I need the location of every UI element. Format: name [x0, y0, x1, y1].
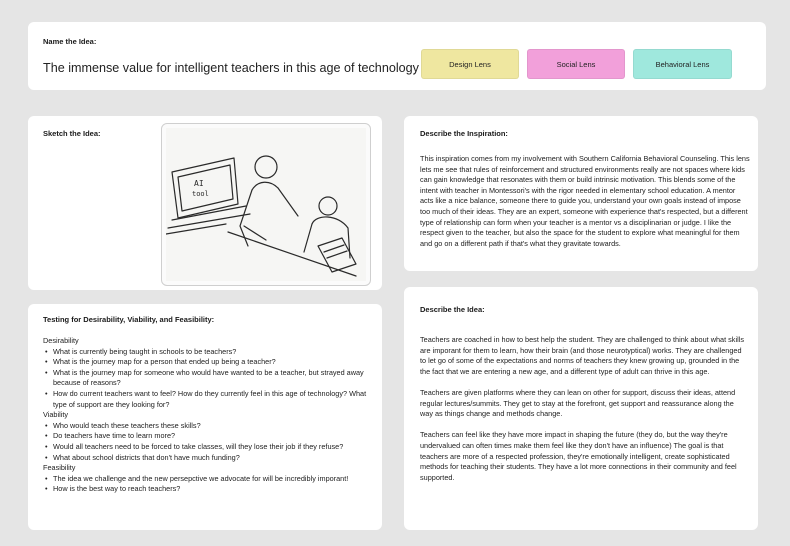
desirability-list [43, 347, 373, 411]
sketch-text-ai: AI [194, 179, 204, 188]
behavioral-lens-button[interactable]: Behavioral Lens [633, 49, 732, 79]
describe-paragraph: Teachers are given platforms where they can lean on other for support, discuss their ideas, attend regular lectures/summits. They get to stay at the forefront, get support and reassurance along the way as things change and methods change. [420, 387, 736, 419]
name-idea-label: Name the Idea: [43, 37, 97, 46]
sketch-text-tool: tool [192, 190, 209, 198]
describe-idea-card [404, 287, 758, 530]
list-item: • Who would teach these teachers these skills? [53, 421, 373, 432]
list-item: • Would all teachers need to be forced to take classes, will they lose their job if they refuse? [53, 442, 373, 453]
testing-content[interactable] [43, 336, 373, 495]
name-idea-card [28, 22, 766, 90]
idea-title[interactable]: The immense value for intelligent teachers in this age of technology [43, 61, 419, 75]
feasibility-list [43, 474, 373, 495]
feasibility-title: Feasibility [43, 463, 76, 473]
list-item: • How do current teachers want to feel? How do they currently feel in this age of technology? What type of support are they looking for? [53, 389, 373, 410]
list-item: • What about school districts that don't have much funding? [53, 453, 373, 464]
describe-idea-label: Describe the Idea: [420, 305, 485, 314]
design-lens-button[interactable]: Design Lens [421, 49, 519, 79]
sketch-image[interactable] [161, 123, 371, 286]
list-item: • What is the journey map for a person that ended up being a teacher? [53, 357, 373, 368]
list-item: • Do teachers have time to learn more? [53, 431, 373, 442]
inspiration-card [404, 116, 758, 271]
sketch-idea-card [28, 116, 382, 290]
describe-paragraph: Teachers can feel like they have more impact in shaping the future (they do, but the way they're undervalued can often times make them feel like they don't have an influence) The goal is that teachers are more of a respected profession, they're emotionally intelligent, create sophisticated methods for teaching their students. They have a lot more connections in their community and feel supported. [420, 430, 737, 482]
desirability-title: Desirability [43, 336, 79, 345]
list-item: • The idea we challenge and the new persepctive we advocate for will be incredibly imporant! [53, 474, 373, 485]
inspiration-label: Describe the Inspiration: [420, 129, 508, 138]
list-item: • What is the journey map for someone who would have wanted to be a teacher, but strayed away because of reasons? [53, 368, 373, 389]
describe-paragraph: Teachers are coached in how to best help the student. They are challenged to think about what skills are imporant for them to learn, how their brain (and those neurotyptical) works. They are challenged to let go of some of the expectations and norms of teachers they knew growing up, grounded in the the fact that we are entering a new age, and a different type of adult can thrive in this age. [420, 335, 744, 376]
sketch-drawing [166, 128, 366, 281]
inspiration-text[interactable]: This inspiration comes from my involvement with Southern California Behavioral Counseling. This lens lets me see that rules of reinforcement and structured environments really are not spaces where kids can gain knowledge that resonates with them or build intrinsic motivation. This blends some of the intent with teacher in Montessori's with the rigor needed in elementary school education. A mentor acts like a nice balance, someone there to guide you, understand your own goals instead of impose too much of their ideas. They are an expert, someone with experience that's respected, but a different type of relationship can form when your teacher is a mentor vs a disciplinarian or judge. I like the respect given to the teacher, but also the space for the student to explore what meaningful for them and go on a different path if that's what they gravitate towards. [420, 154, 750, 248]
describe-idea-content[interactable] [420, 335, 746, 483]
viability-title: Viability [43, 410, 69, 420]
list-item: • What is currently being taught in schools to be teachers? [53, 347, 373, 358]
sketch-idea-label: Sketch the Idea: [43, 129, 101, 138]
testing-label: Testing for Desirability, Viability, and Feasibility: [43, 315, 215, 324]
testing-card [28, 304, 382, 530]
list-item: • How is the best way to reach teachers? [53, 484, 373, 495]
viability-list [43, 421, 373, 463]
social-lens-button[interactable]: Social Lens [527, 49, 625, 79]
